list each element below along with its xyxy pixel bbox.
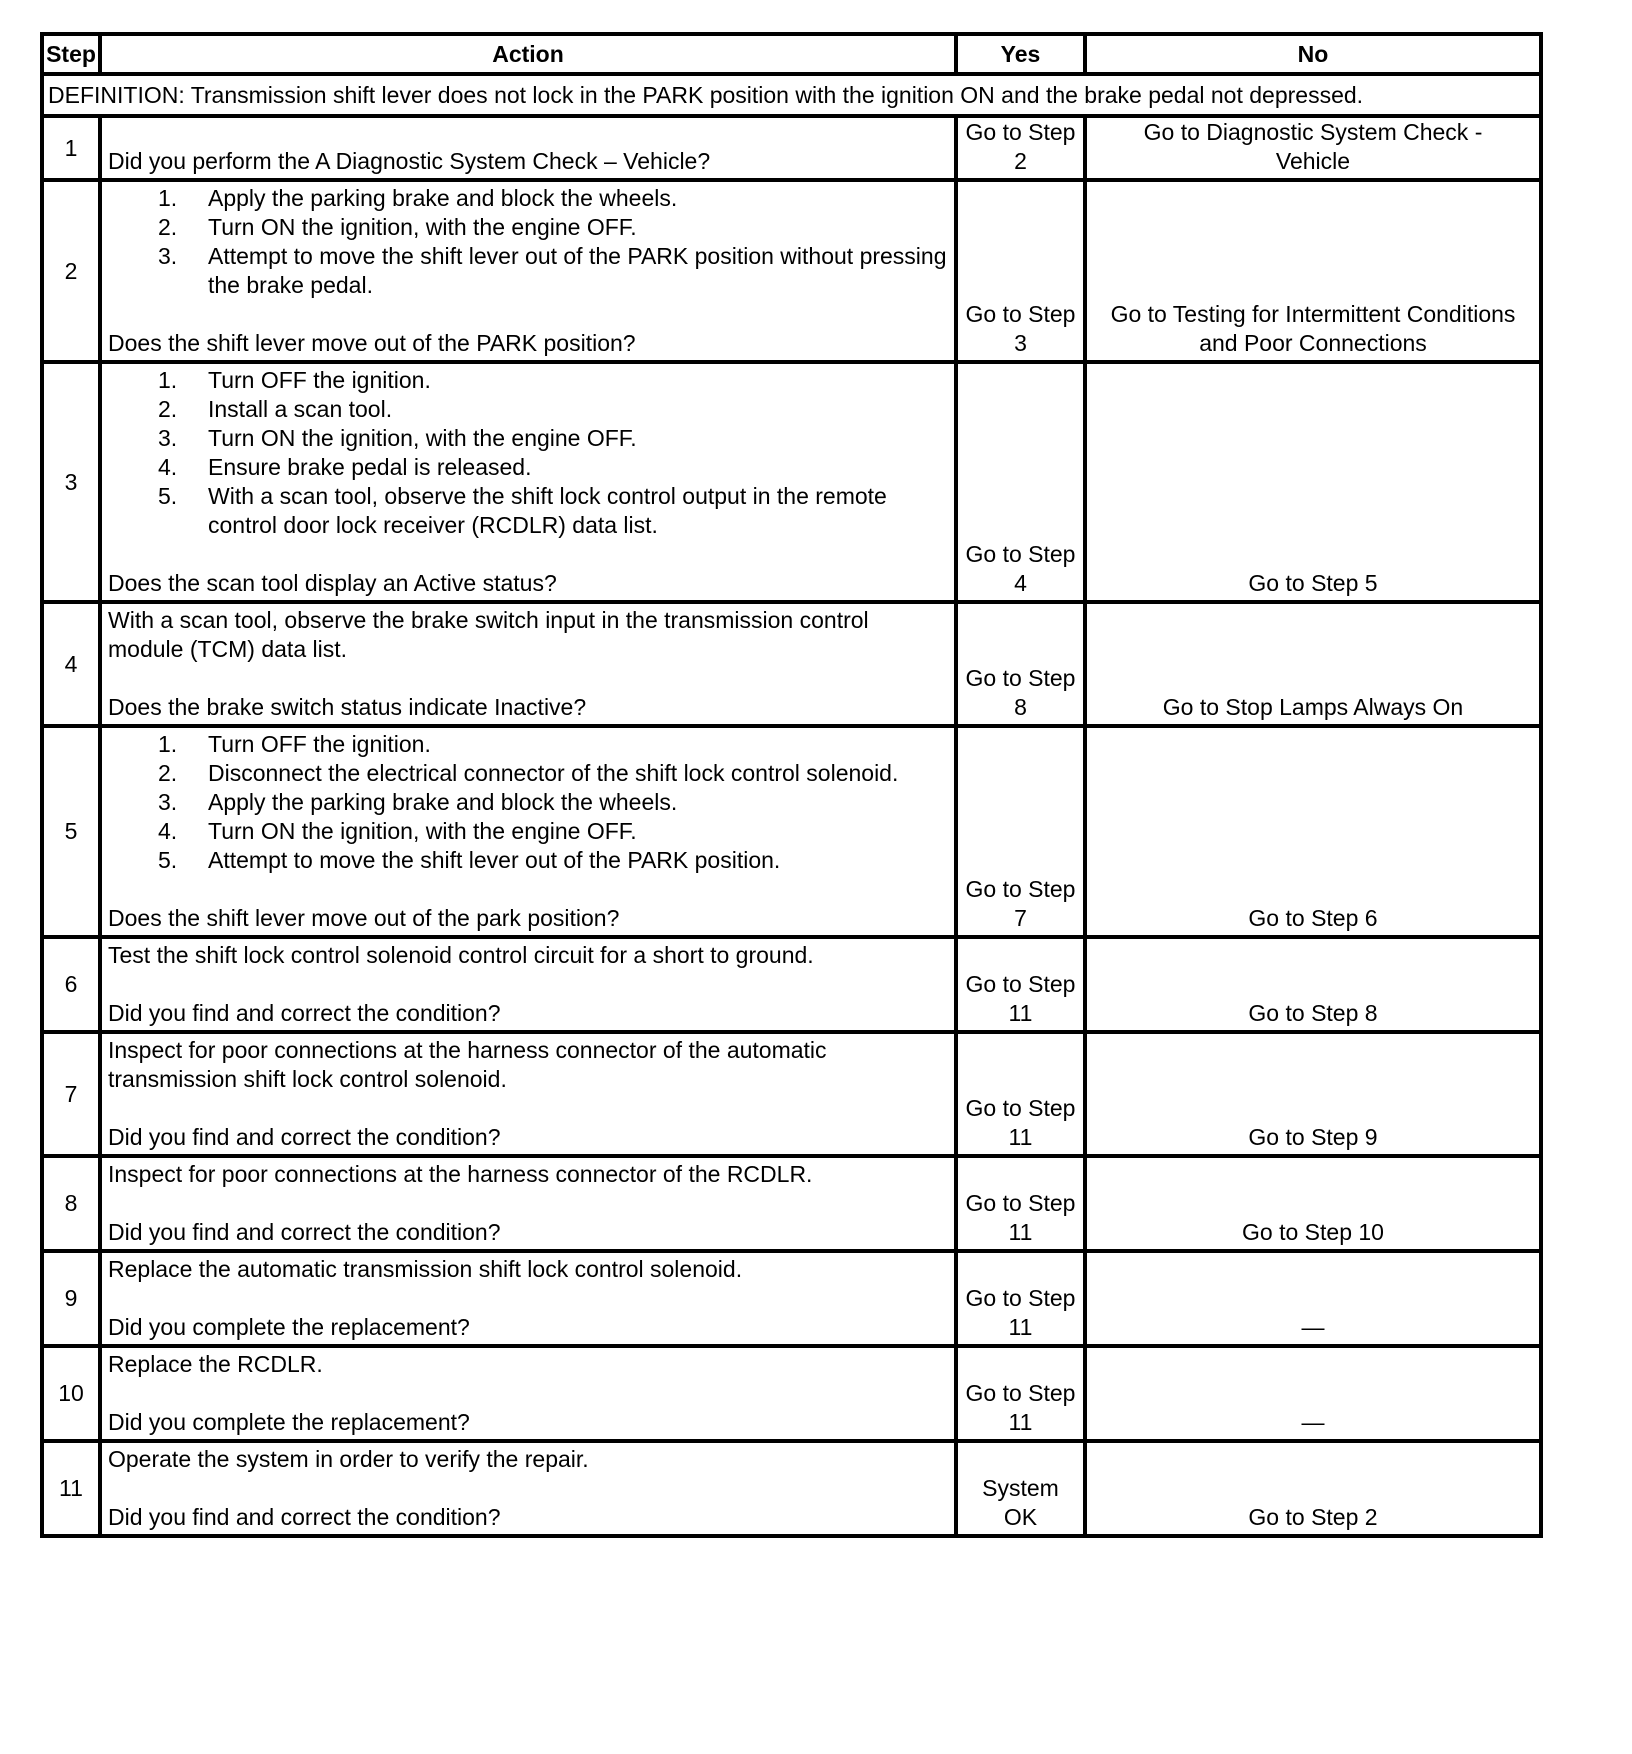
yes-line: Go to Step — [965, 1190, 1076, 1216]
step-number: 4 — [42, 602, 100, 726]
yes-line: 11 — [1008, 1124, 1033, 1150]
list-item-text: Apply the parking brake and block the wheels. — [208, 789, 678, 815]
list-item — [108, 453, 948, 482]
no-cell — [1085, 362, 1541, 602]
table-row — [42, 1346, 1541, 1441]
action-question: Did you complete the replacement? — [108, 1409, 470, 1435]
list-item-number: 1. — [158, 367, 178, 393]
no-line: Go to Step 10 — [1242, 1219, 1384, 1245]
yes-line: System — [982, 1475, 1059, 1501]
action-cell — [100, 180, 956, 362]
list-item — [108, 730, 948, 759]
list-item-text: Turn ON the ignition, with the engine OFF. — [208, 214, 637, 240]
yes-line: Go to Step — [965, 1095, 1076, 1121]
list-item-text: Ensure brake pedal is released. — [208, 454, 532, 480]
table-row — [42, 602, 1541, 726]
yes-line: Go to Step — [965, 971, 1076, 997]
action-cell — [100, 1251, 956, 1346]
action-cell — [100, 1156, 956, 1251]
no-cell — [1085, 937, 1541, 1032]
list-item — [108, 846, 948, 875]
yes-line: 11 — [1008, 1314, 1033, 1340]
definition-text: DEFINITION: Transmission shift lever does not lock in the PARK position with the ignition ON and the brake pedal not depressed. — [42, 74, 1541, 116]
no-cell — [1085, 1251, 1541, 1346]
list-item-text: Disconnect the electrical connector of the shift lock control solenoid. — [208, 760, 899, 786]
action-question: Did you find and correct the condition? — [108, 1219, 501, 1245]
header-step: Step — [42, 34, 100, 74]
yes-cell — [956, 1156, 1085, 1251]
list-item-text: Turn ON the ignition, with the engine OFF. — [208, 425, 637, 451]
action-cell — [100, 116, 956, 180]
substep-list — [108, 366, 948, 540]
yes-cell — [956, 116, 1085, 180]
list-item-number: 1. — [158, 731, 178, 757]
yes-line: Go to Step — [965, 541, 1076, 567]
step-number: 5 — [42, 726, 100, 937]
yes-cell — [956, 726, 1085, 937]
list-item-text: Attempt to move the shift lever out of the PARK position. — [208, 847, 781, 873]
list-item-number: 2. — [158, 396, 178, 422]
no-cell — [1085, 180, 1541, 362]
yes-line: 2 — [1014, 148, 1027, 174]
no-cell — [1085, 1346, 1541, 1441]
no-line: Go to Diagnostic System Check - — [1143, 119, 1483, 145]
table-row — [42, 1156, 1541, 1251]
step-number: 7 — [42, 1032, 100, 1156]
no-line: — — [1301, 1314, 1325, 1340]
no-line: Go to Stop Lamps Always On — [1162, 694, 1464, 720]
header-yes: Yes — [956, 34, 1085, 74]
step-number: 9 — [42, 1251, 100, 1346]
no-line: Go to Step 2 — [1248, 1504, 1378, 1530]
no-cell — [1085, 1156, 1541, 1251]
substep-list — [108, 730, 948, 875]
step-number: 6 — [42, 937, 100, 1032]
definition-row — [42, 74, 1541, 116]
yes-line: 11 — [1008, 1219, 1033, 1245]
header-row — [42, 34, 1541, 74]
table-row — [42, 726, 1541, 937]
no-line: Go to Step 6 — [1248, 905, 1378, 931]
list-item-number: 5. — [158, 847, 178, 873]
list-item-number: 3. — [158, 425, 178, 451]
table-row — [42, 1251, 1541, 1346]
header-action: Action — [100, 34, 956, 74]
list-item-number: 3. — [158, 243, 178, 269]
yes-line: Go to Step — [965, 876, 1076, 902]
no-line: Go to Step 9 — [1248, 1124, 1378, 1150]
yes-line: 11 — [1008, 1000, 1033, 1026]
action-cell — [100, 602, 956, 726]
no-line: and Poor Connections — [1199, 330, 1427, 356]
yes-cell — [956, 937, 1085, 1032]
table-row — [42, 1032, 1541, 1156]
list-item-number: 4. — [158, 454, 178, 480]
list-item — [108, 424, 948, 453]
list-item — [108, 395, 948, 424]
list-item-text: Attempt to move the shift lever out of the PARK position without pressing the brake pedal. — [208, 243, 947, 298]
substep-list — [108, 184, 948, 300]
action-question: Did you find and correct the condition? — [108, 1504, 501, 1530]
action-instruction: Operate the system in order to verify the repair. — [108, 1446, 589, 1472]
no-cell — [1085, 726, 1541, 937]
yes-cell — [956, 1346, 1085, 1441]
table-row — [42, 180, 1541, 362]
action-question: Did you find and correct the condition? — [108, 1124, 501, 1150]
action-question: Did you complete the replacement? — [108, 1314, 470, 1340]
list-item — [108, 184, 948, 213]
list-item-text: Turn ON the ignition, with the engine OFF. — [208, 818, 637, 844]
list-item-text: Turn OFF the ignition. — [208, 731, 431, 757]
table-row — [42, 116, 1541, 180]
action-instruction: Replace the RCDLR. — [108, 1351, 323, 1377]
diagnostic-table — [40, 32, 1543, 1538]
action-question: Did you find and correct the condition? — [108, 1000, 501, 1026]
yes-line: 11 — [1008, 1409, 1033, 1435]
action-cell — [100, 1346, 956, 1441]
yes-cell — [956, 602, 1085, 726]
action-question: Does the shift lever move out of the park position? — [108, 905, 620, 931]
list-item-text: Turn OFF the ignition. — [208, 367, 431, 393]
yes-line: 8 — [1014, 694, 1027, 720]
step-number: 1 — [42, 116, 100, 180]
list-item — [108, 817, 948, 846]
step-number: 10 — [42, 1346, 100, 1441]
yes-cell — [956, 362, 1085, 602]
no-cell — [1085, 116, 1541, 180]
no-cell — [1085, 1441, 1541, 1536]
no-cell — [1085, 1032, 1541, 1156]
step-number: 8 — [42, 1156, 100, 1251]
no-cell — [1085, 602, 1541, 726]
list-item — [108, 759, 948, 788]
yes-line: 4 — [1014, 570, 1027, 596]
yes-line: Go to Step — [965, 301, 1076, 327]
action-instruction: Test the shift lock control solenoid control circuit for a short to ground. — [108, 942, 814, 968]
no-line: Go to Step 5 — [1248, 570, 1378, 596]
list-item-number: 4. — [158, 818, 178, 844]
step-number: 3 — [42, 362, 100, 602]
table-row — [42, 937, 1541, 1032]
list-item — [108, 213, 948, 242]
yes-line: 7 — [1014, 905, 1027, 931]
action-question: Does the brake switch status indicate Inactive? — [108, 694, 587, 720]
list-item — [108, 788, 948, 817]
header-no: No — [1085, 34, 1541, 74]
yes-cell — [956, 1441, 1085, 1536]
yes-line: OK — [1003, 1504, 1038, 1530]
yes-line: Go to Step — [965, 119, 1076, 145]
step-number: 11 — [42, 1441, 100, 1536]
action-instruction: Replace the automatic transmission shift lock control solenoid. — [108, 1256, 743, 1282]
action-question: Does the shift lever move out of the PARK position? — [108, 330, 636, 356]
list-item-number: 2. — [158, 760, 178, 786]
yes-cell — [956, 1251, 1085, 1346]
step-number: 2 — [42, 180, 100, 362]
list-item-number: 2. — [158, 214, 178, 240]
action-question: Did you perform the A Diagnostic System Check – Vehicle? — [108, 148, 711, 174]
action-instruction: Inspect for poor connections at the harness connector of the automatic transmission shift lock control solenoid. — [108, 1037, 827, 1092]
list-item-text: With a scan tool, observe the shift lock control output in the remote control door lock receiver (RCDLR) data list. — [208, 483, 887, 538]
yes-cell — [956, 180, 1085, 362]
action-cell — [100, 1441, 956, 1536]
yes-line: 3 — [1014, 330, 1027, 356]
no-line: Vehicle — [1275, 148, 1351, 174]
no-line: Go to Testing for Intermittent Conditions — [1110, 301, 1516, 327]
list-item — [108, 366, 948, 395]
action-cell — [100, 1032, 956, 1156]
list-item — [108, 242, 948, 300]
list-item-text: Apply the parking brake and block the wheels. — [208, 185, 678, 211]
table-row — [42, 1441, 1541, 1536]
list-item-text: Install a scan tool. — [208, 396, 393, 422]
action-instruction: With a scan tool, observe the brake switch input in the transmission control module (TCM) data list. — [108, 607, 869, 662]
action-question: Does the scan tool display an Active status? — [108, 570, 557, 596]
list-item-number: 1. — [158, 185, 178, 211]
yes-line: Go to Step — [965, 1285, 1076, 1311]
no-line: — — [1301, 1409, 1325, 1435]
no-line: Go to Step 8 — [1248, 1000, 1378, 1026]
action-instruction: Inspect for poor connections at the harness connector of the RCDLR. — [108, 1161, 813, 1187]
yes-line: Go to Step — [965, 1380, 1076, 1406]
yes-line: Go to Step — [965, 665, 1076, 691]
action-cell — [100, 937, 956, 1032]
table-row — [42, 362, 1541, 602]
action-cell — [100, 726, 956, 937]
yes-cell — [956, 1032, 1085, 1156]
list-item — [108, 482, 948, 540]
action-cell — [100, 362, 956, 602]
list-item-number: 5. — [158, 483, 178, 509]
list-item-number: 3. — [158, 789, 178, 815]
